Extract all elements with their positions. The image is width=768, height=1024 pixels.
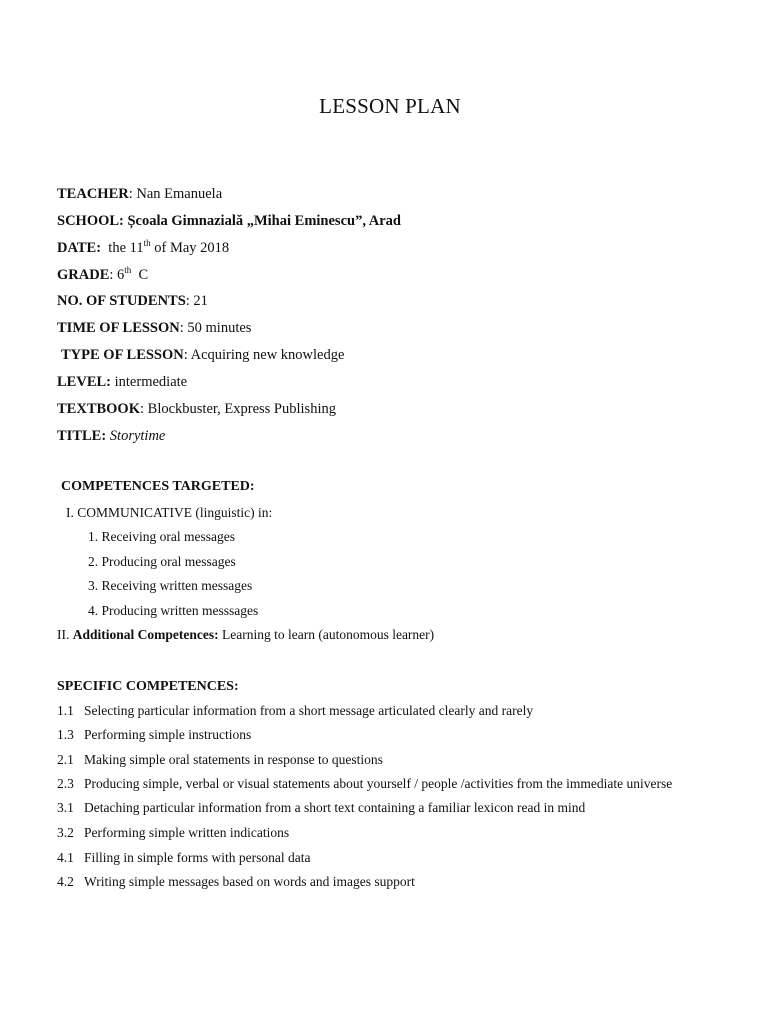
lesson-type-value: : Acquiring new knowledge [183,347,345,363]
additional-label: Additional Competences: [72,627,219,642]
specific-item [57,752,383,768]
grade-label: GRADE [57,267,110,283]
specific-item-number: 1.1 [57,703,74,718]
specific-item-text: Detaching particular information from a short text containing a familiar lexicon read in mind [84,800,586,815]
page-title: LESSON PLAN [319,94,461,118]
specific-item-number: 3.2 [57,825,74,840]
date-month-year: of May 2018 [150,240,230,256]
additional-value: Learning to learn (autonomous learner) [218,627,435,642]
specific-item-number: 4.1 [57,850,74,865]
specific-item [57,727,251,743]
lesson-title-line [57,428,165,445]
competence-item: 3. Receiving written messages [88,578,253,593]
teacher-line [57,186,222,203]
lesson-type-label: TYPE OF LESSON [61,347,184,363]
specific-item-number: 3.1 [57,800,74,815]
time-value: : 50 minutes [179,320,252,336]
time-line [57,320,251,337]
specific-item-text: Performing simple written indications [84,825,290,840]
additional-prefix: II. [57,627,73,642]
lesson-title-value: Storytime [109,428,166,444]
specific-item-number: 2.3 [57,776,74,791]
competence-item: 1. Receiving oral messages [88,529,235,544]
specific-item [57,850,310,866]
specific-item-text: Performing simple instructions [84,727,252,742]
communicative-line: I. COMMUNICATIVE (linguistic) in: [66,505,273,520]
specific-item-text: Writing simple messages based on words and images support [84,874,415,889]
specific-item [57,703,533,719]
specific-competences-heading: SPECIFIC COMPETENCES: [57,679,239,694]
time-label: TIME OF LESSON [57,320,180,336]
specific-item-text: Selecting particular information from a short message articulated clearly and rarely [84,703,534,718]
competences-heading: COMPETENCES TARGETED: [61,479,255,494]
lesson-title-label: TITLE: [57,428,107,444]
teacher-label: TEACHER [57,186,129,202]
specific-item-number: 1.3 [57,727,74,742]
level-label: LEVEL: [57,374,111,390]
students-label: NO. OF STUDENTS [57,293,186,309]
specific-item [57,800,585,816]
students-value: : 21 [185,293,208,309]
date-line [57,240,229,257]
level-value: intermediate [111,374,188,390]
students-line [57,293,208,310]
specific-item-text: Producing simple, verbal or visual statements about yourself / people /activities from the immediate universe [84,776,673,791]
specific-item-number: 2.1 [57,752,74,767]
textbook-value: : Blockbuster, Express Publishing [140,401,336,417]
date-label: DATE: [57,240,102,256]
textbook-line [57,401,336,418]
grade-value: : 6 [109,267,125,283]
teacher-value: : Nan Emanuela [128,186,223,202]
specific-item [57,825,289,841]
school-line: SCHOOL: Școala Gimnazială „Mihai Eminescu”, Arad [57,213,401,229]
competence-item: 4. Producing written messsages [88,603,259,618]
date-suffix: th [143,238,151,248]
lesson-type-line [61,347,344,364]
level-line [57,374,187,391]
specific-item-text: Making simple oral statements in response to questions [84,752,383,767]
textbook-label: TEXTBOOK [57,401,140,417]
competence-item: 2. Producing oral messages [88,554,236,569]
specific-item-number: 4.2 [57,874,74,889]
grade-line [57,267,148,284]
date-value: the 11 [101,240,144,256]
specific-item-text: Filling in simple forms with personal data [84,850,311,865]
additional-competences-line [57,627,434,643]
grade-suffix: th [124,265,132,275]
specific-item [57,874,415,890]
grade-class: C [131,267,149,283]
specific-item [57,776,672,792]
